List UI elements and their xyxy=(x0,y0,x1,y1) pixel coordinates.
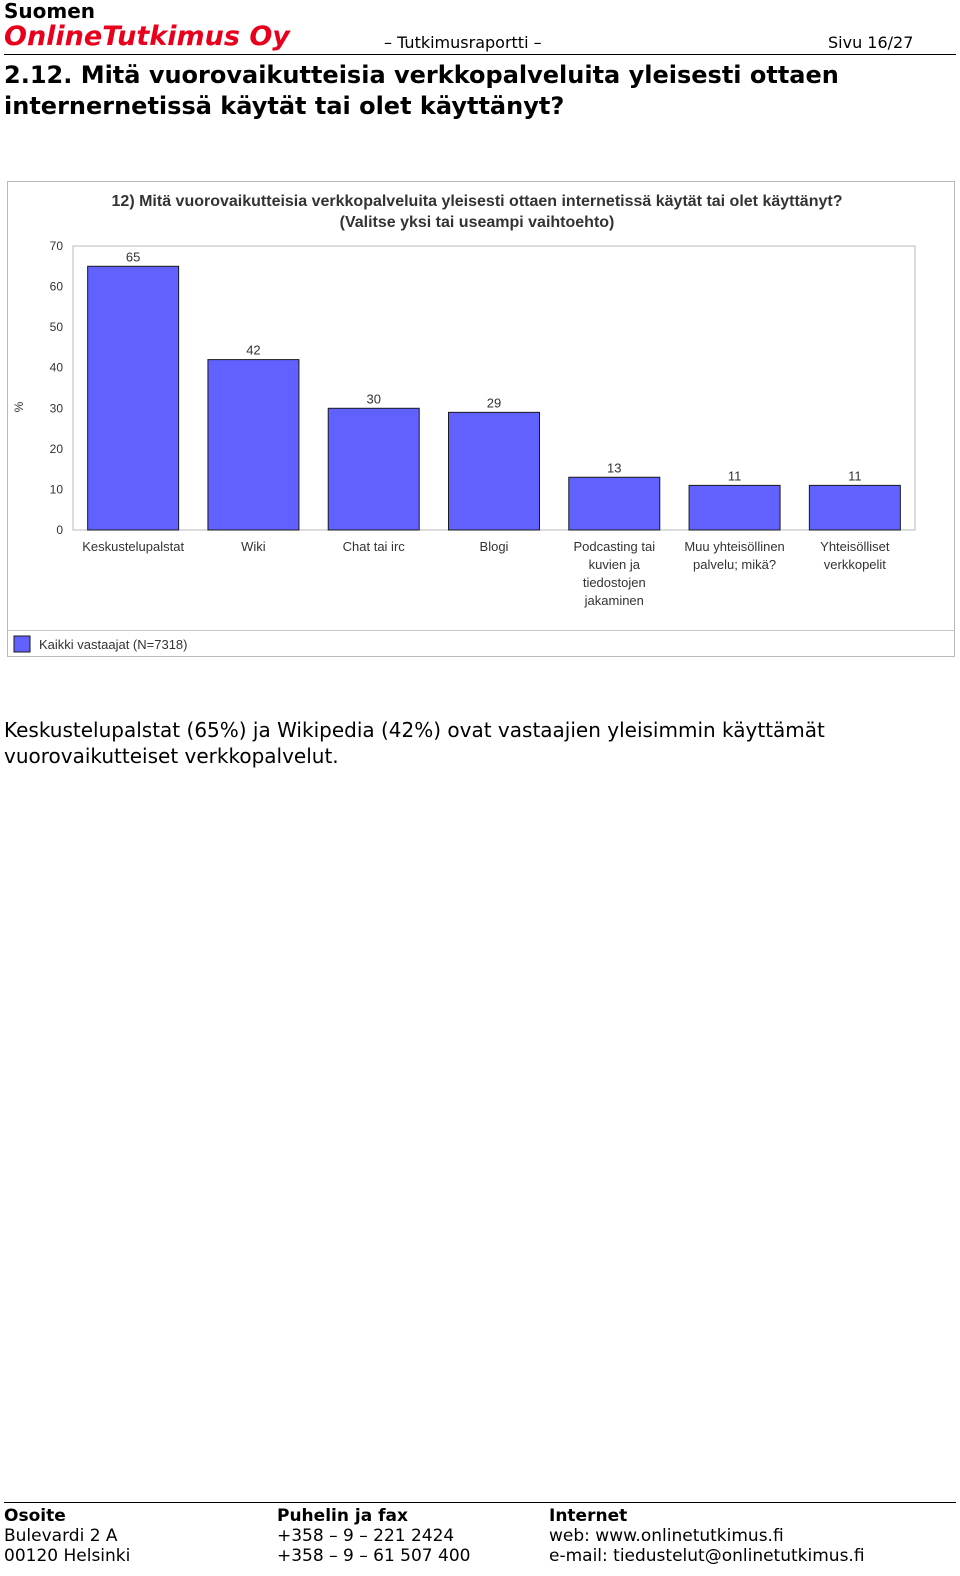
x-tick-label: jakaminen xyxy=(584,593,644,608)
bar-chart xyxy=(7,181,955,657)
bar xyxy=(809,485,900,530)
footer-internet xyxy=(549,1506,865,1566)
y-tick-label: 20 xyxy=(49,441,63,456)
bar xyxy=(569,477,660,530)
x-tick-label: Blogi xyxy=(479,539,509,554)
footer-address xyxy=(4,1506,130,1566)
y-tick-label: 0 xyxy=(56,523,63,537)
data-label: 42 xyxy=(246,342,261,358)
footer-address-heading: Osoite xyxy=(4,1506,66,1526)
bar xyxy=(689,485,780,530)
x-tick-label: Chat tai irc xyxy=(342,539,405,554)
footer-email-link[interactable]: e-mail: tiedustelut@onlinetutkimus.fi xyxy=(549,1546,865,1566)
report-label: – Tutkimusraportti – xyxy=(384,33,542,52)
footer-phone-heading: Puhelin ja fax xyxy=(277,1506,408,1526)
chart-title: 12) Mitä vuorovaikutteisia verkkopalveluita yleisesti ottaen internetissä käytät tai olet käyttänyt? xyxy=(111,193,843,210)
bar xyxy=(88,266,179,530)
y-tick-label: 30 xyxy=(49,401,63,416)
x-tick-label: tiedostojen xyxy=(582,575,646,590)
x-tick-label: palvelu; mikä? xyxy=(693,557,777,572)
footer-phone-line2: +358 – 9 – 61 507 400 xyxy=(277,1546,471,1566)
data-label: 11 xyxy=(848,468,862,484)
section-heading: 2.12. Mitä vuorovaikutteisia verkkopalveluita yleisesti ottaen internernetissä käytät tai olet käyttänyt? xyxy=(4,61,839,120)
legend-swatch xyxy=(14,636,30,652)
data-label: 30 xyxy=(366,391,381,407)
data-label: 11 xyxy=(727,468,742,484)
y-tick-label: 60 xyxy=(49,279,63,294)
x-tick-label: Podcasting tai xyxy=(573,539,656,554)
footer-web-link[interactable]: web: www.onlinetutkimus.fi xyxy=(549,1526,784,1546)
footer-divider xyxy=(4,1502,956,1503)
bar xyxy=(208,360,299,530)
page-number: Sivu 16/27 xyxy=(828,33,914,52)
chart-canvas xyxy=(7,181,955,657)
x-tick-label: Keskustelupalstat xyxy=(82,539,185,554)
footer-phone-line1: +358 – 9 – 221 2424 xyxy=(277,1526,455,1546)
x-tick-label: Muu yhteisöllinen xyxy=(684,539,785,554)
bar xyxy=(449,412,540,530)
y-axis-label: % xyxy=(12,401,26,413)
data-label: 65 xyxy=(125,249,141,265)
x-tick-label: Yhteisölliset xyxy=(820,539,890,554)
y-tick-label: 40 xyxy=(49,360,63,375)
bar xyxy=(328,408,419,530)
footer-address-line1: Bulevardi 2 A xyxy=(4,1526,118,1546)
header-divider xyxy=(4,54,956,55)
footer-internet-heading: Internet xyxy=(549,1506,628,1526)
legend-label: Kaikki vastaajat (N=7318) xyxy=(39,637,188,652)
data-label: 29 xyxy=(486,395,502,411)
x-tick-label: verkkopelit xyxy=(823,557,886,572)
y-tick-label: 50 xyxy=(49,320,63,335)
x-tick-label: kuvien ja xyxy=(588,557,640,572)
footer-phone xyxy=(277,1506,470,1566)
summary-paragraph: Keskustelupalstat (65%) ja Wikipedia (42%) ovat vastaajien yleisimmin käyttämät vuorovaikutteiset verkkopalvelut. xyxy=(4,718,825,768)
chart-subtitle: (Valitse yksi tai useampi vaihtoehto) xyxy=(339,214,615,231)
footer-address-line2: 00120 Helsinki xyxy=(4,1546,131,1566)
company-logo xyxy=(4,0,290,52)
company-name-line1: Suomen xyxy=(4,0,96,23)
y-tick-label: 70 xyxy=(49,239,63,253)
company-name-line2: OnlineTutkimus Oy xyxy=(4,21,290,52)
x-tick-label: Wiki xyxy=(241,539,266,554)
data-label: 13 xyxy=(607,460,622,476)
y-tick-label: 10 xyxy=(49,482,63,497)
